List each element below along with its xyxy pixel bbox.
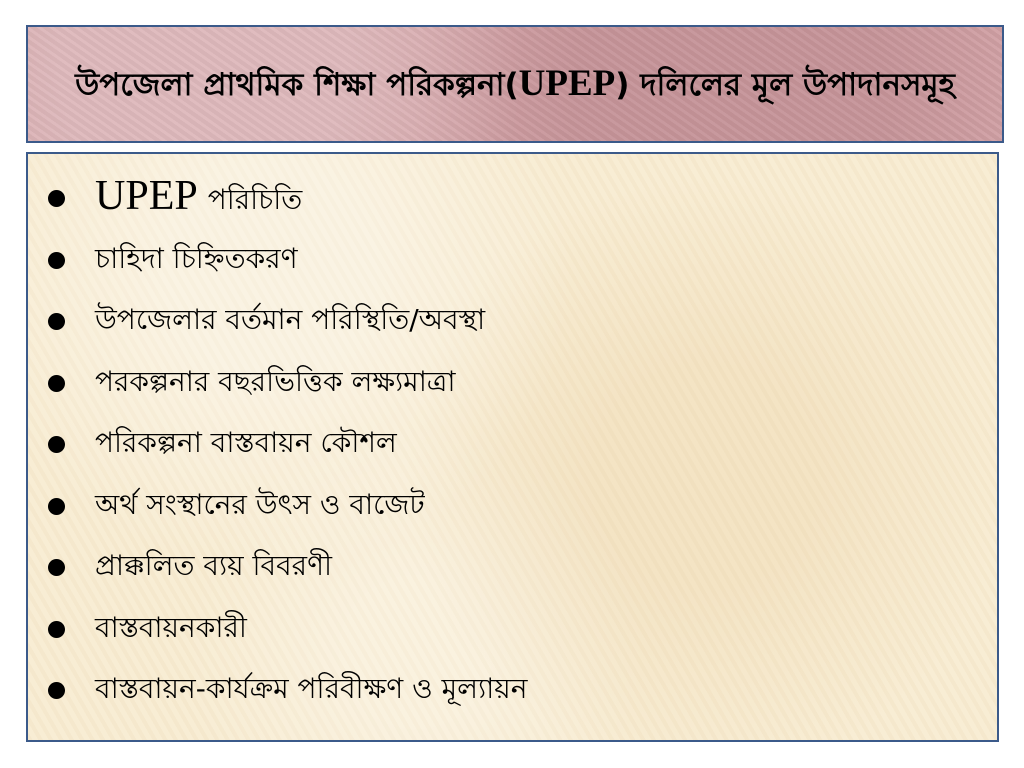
content-box <box>26 152 999 742</box>
list-item-label: প্রাক্কলিত ব্যয় বিবরণী <box>95 549 333 583</box>
bullet-icon <box>48 621 65 638</box>
bullet-list <box>42 168 527 722</box>
bullet-icon <box>48 682 65 699</box>
title-abbr: UPEP <box>518 62 616 104</box>
list-item-monitoring <box>42 660 527 722</box>
title-suffix: ) দলিলের মূল উপাদানসমূহ <box>615 66 955 103</box>
bullet-icon <box>48 313 65 330</box>
list-item-cost-estimate <box>42 537 527 599</box>
list-item-label: পরিকল্পনা বাস্তবায়ন কৌশল <box>95 426 397 460</box>
list-item-situation <box>42 291 527 353</box>
bullet-icon <box>48 190 65 207</box>
bullet-icon <box>48 559 65 576</box>
list-item-label: অর্থ সংস্থানের উৎস ও বাজেট <box>95 487 425 521</box>
bullet-icon <box>48 498 65 515</box>
list-item-label: পরকল্পনার বছরভিত্তিক লক্ষ্যমাত্রা <box>95 364 456 398</box>
list-item-label: উপজেলার বর্তমান পরিস্থিতি/অবস্থা <box>95 303 486 337</box>
title-prefix: উপজেলা প্রাথমিক শিক্ষা পরিকল্পনা( <box>75 66 519 103</box>
list-item-targets <box>42 353 527 415</box>
list-item-strategy <box>42 414 527 476</box>
bullet-icon <box>48 252 65 269</box>
list-item-implementer <box>42 599 527 661</box>
list-item-needs <box>42 230 527 292</box>
list-item-label: পরিচিতি <box>207 183 303 217</box>
list-item-text <box>95 172 302 225</box>
list-item-upep-intro <box>42 168 527 230</box>
title-box <box>26 25 1004 143</box>
list-item-label: চাহিদা চিহ্নিতকরণ <box>95 241 298 275</box>
bullet-icon <box>48 375 65 392</box>
slide-title <box>65 61 965 108</box>
list-item-label: বাস্তবায়ন-কার্যক্রম পরিবীক্ষণ ও মূল্যায়ন <box>95 672 528 706</box>
list-item-label: বাস্তবায়নকারী <box>95 610 247 644</box>
list-item-abbr: UPEP <box>95 173 198 220</box>
bullet-icon <box>48 436 65 453</box>
list-item-budget <box>42 476 527 538</box>
